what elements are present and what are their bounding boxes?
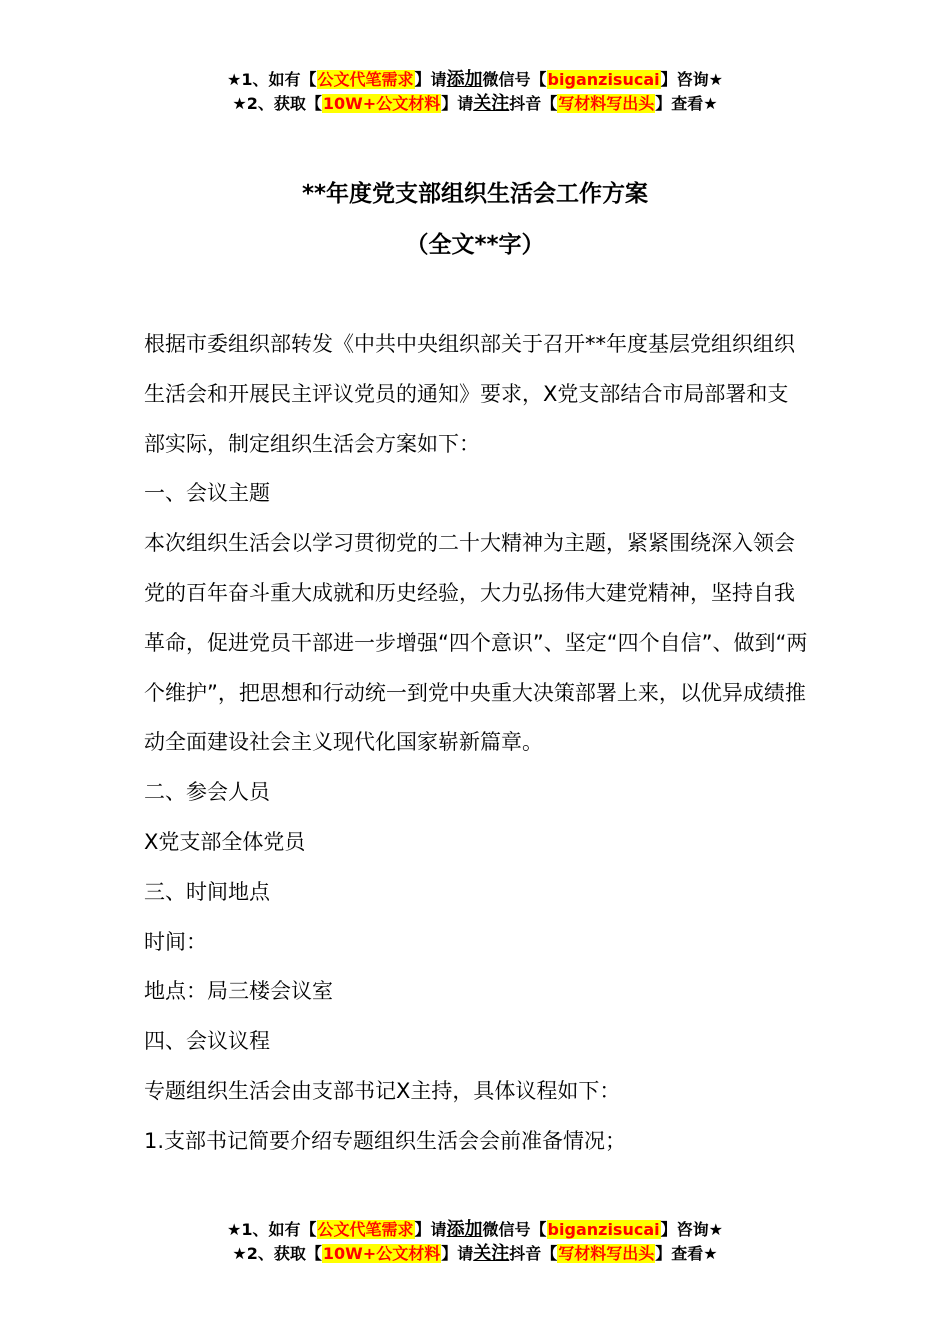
banner-text: 微信号【: [482, 1220, 547, 1239]
banner-text: 】查看★: [655, 94, 718, 113]
header-banner: [0, 68, 950, 116]
banner-text: ★2、获取【: [232, 1244, 322, 1263]
banner-highlight: 公文代笔需求: [317, 70, 414, 89]
banner-text: 】查看★: [655, 1244, 718, 1263]
banner-emphasis: 关注: [473, 1243, 510, 1264]
section-heading-agenda: 四、会议议程: [144, 1029, 270, 1054]
document-title: **年度党支部组织生活会工作方案: [301, 181, 649, 207]
footer-banner-line-2: [0, 1242, 950, 1266]
banner-highlight: biganzisucai: [547, 70, 660, 89]
banner-emphasis: 添加: [446, 69, 483, 90]
section-heading-attendees: 二、参会人员: [144, 780, 270, 805]
document-body: [144, 320, 809, 1167]
banner-text: 】请: [414, 1220, 447, 1239]
footer-banner-line-1: [0, 1218, 950, 1242]
banner-text: 抖音【: [509, 1244, 558, 1263]
paragraph-time: 时间：: [144, 929, 207, 954]
paragraph-intro: 根据市委组织部转发《中共中央组织部关于召开**年度基层党组织组织生活会和开展民主评议党员的通知》要求，X党支部结合市局部署和支部实际，制定组织生活会方案如下：: [144, 332, 795, 456]
banner-text: 】请: [441, 94, 474, 113]
banner-text: 】请: [441, 1244, 474, 1263]
banner-highlight: 写材料写出头: [558, 94, 655, 113]
banner-emphasis: 添加: [446, 1219, 483, 1240]
header-banner-line-2: [0, 92, 950, 116]
banner-text: ★1、如有【: [227, 70, 317, 89]
paragraph-attendees: X党支部全体党员: [144, 829, 306, 854]
header-banner-line-1: [0, 68, 950, 92]
paragraph-agenda-intro: 专题组织生活会由支部书记X主持，具体议程如下：: [144, 1078, 621, 1103]
banner-text: 抖音【: [509, 94, 558, 113]
banner-text: ★2、获取【: [232, 94, 322, 113]
banner-text: 微信号【: [482, 70, 547, 89]
footer-banner: [0, 1218, 950, 1266]
document-subtitle: （全文**字）: [405, 232, 545, 258]
banner-text: 】咨询★: [660, 70, 723, 89]
banner-text: ★1、如有【: [227, 1220, 317, 1239]
paragraph-theme: 本次组织生活会以学习贯彻党的二十大精神为主题，紧紧围绕深入领会党的百年奋斗重大成就和历史经验，大力弘扬伟大建党精神，坚持自我革命，促进党员干部进一步增强“四个意识”、坚定“四个自信”、做到“两个维护”，把思想和行动统一到党中央重大决策部署上来，以优异成绩推动全面建设社会主义现代化国家崭新篇章。: [144, 531, 808, 755]
banner-highlight: biganzisucai: [547, 1220, 660, 1239]
banner-emphasis: 关注: [473, 93, 510, 114]
section-heading-time-place: 三、时间地点: [144, 879, 270, 904]
banner-text: 】请: [414, 70, 447, 89]
banner-highlight: 10W+公文材料: [322, 94, 441, 113]
banner-highlight: 10W+公文材料: [322, 1244, 441, 1263]
banner-text: 】咨询★: [660, 1220, 723, 1239]
banner-highlight: 写材料写出头: [558, 1244, 655, 1263]
section-heading-theme: 一、会议主题: [144, 481, 270, 506]
agenda-item: 1.支部书记简要介绍专题组织生活会会前准备情况；: [144, 1128, 627, 1153]
paragraph-place: 地点：局三楼会议室: [144, 979, 333, 1004]
banner-highlight: 公文代笔需求: [317, 1220, 414, 1239]
